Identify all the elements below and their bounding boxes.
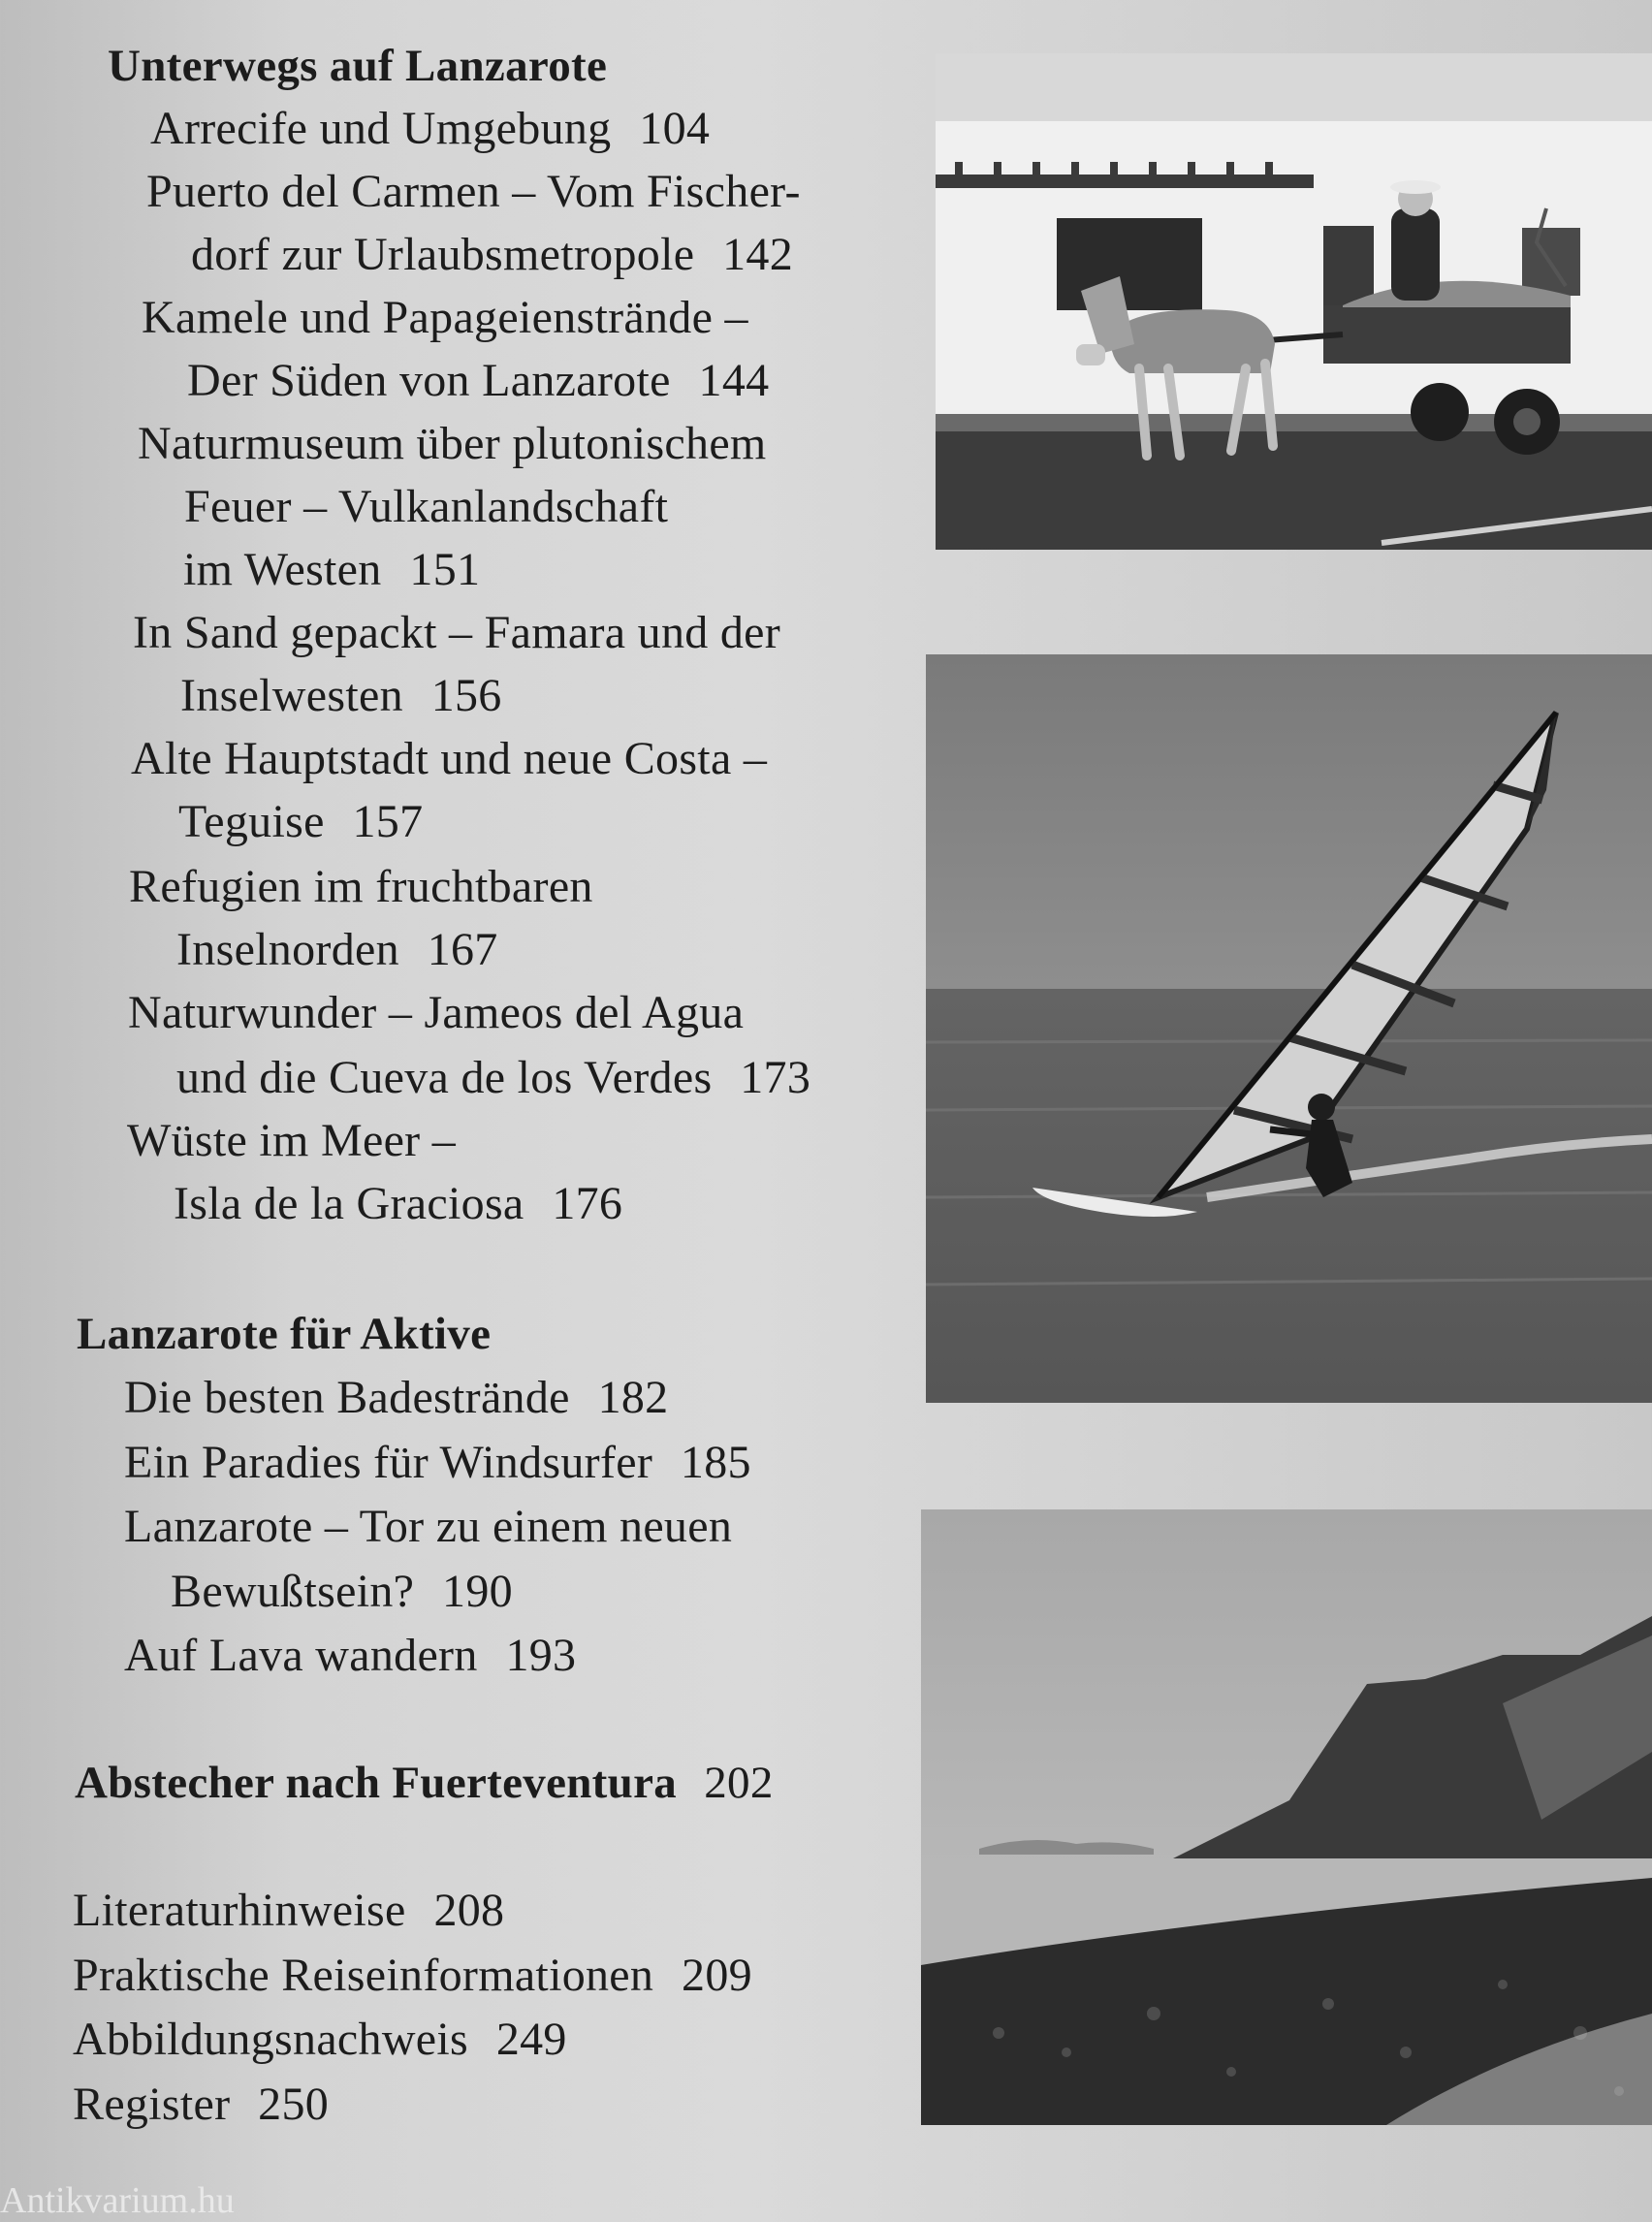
page-number: 190	[442, 1566, 513, 1617]
toc-entry-line: Naturmuseum über plutonischem	[138, 418, 767, 469]
toc-entry: Bewußtsein? 190	[171, 1566, 513, 1617]
page-number: 104	[639, 103, 711, 154]
page-number: 157	[352, 796, 424, 847]
page-number: 209	[682, 1950, 752, 2001]
page-number: 167	[427, 924, 498, 975]
page-number: 176	[552, 1178, 623, 1229]
coast-cliffs-photo	[921, 1509, 1652, 2125]
page-number: 173	[740, 1052, 811, 1103]
toc-entry: Abbildungsnachweis 249	[73, 2014, 567, 2065]
toc-entry: Register 250	[73, 2079, 330, 2130]
toc-entry-line: In Sand gepackt – Famara und der	[133, 607, 781, 658]
page-number: 202	[704, 1758, 774, 1808]
toc-entry-line: Wüste im Meer –	[127, 1115, 457, 1166]
toc-entry-line: Refugien im fruchtbaren	[129, 861, 593, 912]
section-heading: Unterwegs auf Lanzarote	[108, 41, 608, 91]
toc-entry: Die besten Badestrände 182	[124, 1372, 669, 1423]
page-number: 193	[505, 1630, 577, 1681]
toc-entry: Ein Paradies für Windsurfer 185	[124, 1437, 751, 1488]
toc-entry: Arrecife und Umgebung 104	[150, 103, 711, 154]
page-number: 250	[258, 2079, 330, 2130]
toc-entry: Der Süden von Lanzarote 144	[187, 355, 770, 406]
page-number: 182	[597, 1372, 669, 1423]
toc-entry: Literaturhinweise 208	[73, 1885, 505, 1936]
toc-entry-line: Kamele und Papageienstrände –	[142, 292, 748, 343]
toc-entry: Isla de la Graciosa 176	[174, 1178, 623, 1229]
toc-entry: und die Cueva de los Verdes 173	[176, 1052, 811, 1103]
page-number: 249	[495, 2014, 567, 2065]
toc-entry: Praktische Reiseinformationen 209	[73, 1950, 752, 2001]
toc-entry-line: Puerto del Carmen – Vom Fischer-	[146, 166, 801, 217]
windsurfer-photo	[926, 654, 1652, 1403]
toc-entry: dorf zur Urlaubsmetropole 142	[191, 229, 794, 280]
section-heading: Lanzarote für Aktive	[77, 1309, 492, 1359]
section-heading: Abstecher nach Fuerteventura 202	[75, 1758, 774, 1808]
page-number: 142	[722, 229, 794, 280]
watermark: Antikvarium.hu	[0, 2180, 235, 2221]
toc-entry-line: Lanzarote – Tor zu einem neuen	[124, 1501, 733, 1552]
toc-entry: im Westen 151	[183, 544, 481, 595]
toc-entry-line: Alte Hauptstadt und neue Costa –	[131, 733, 768, 784]
toc-entry: Auf Lava wandern 193	[124, 1630, 577, 1681]
page-number: 208	[433, 1885, 505, 1936]
toc-entry: Teguise 157	[178, 796, 424, 847]
page-number: 185	[680, 1437, 751, 1488]
donkey-cart-photo	[936, 53, 1652, 550]
toc-entry-line: Feuer – Vulkanlandschaft	[184, 481, 669, 532]
page-number: 151	[409, 544, 481, 595]
toc-entry: Inselwesten 156	[180, 670, 502, 721]
toc-entry-line: Naturwunder – Jameos del Agua	[128, 987, 745, 1038]
page-number: 156	[430, 670, 502, 721]
page-number: 144	[698, 355, 770, 406]
toc-entry: Inselnorden 167	[176, 924, 498, 975]
